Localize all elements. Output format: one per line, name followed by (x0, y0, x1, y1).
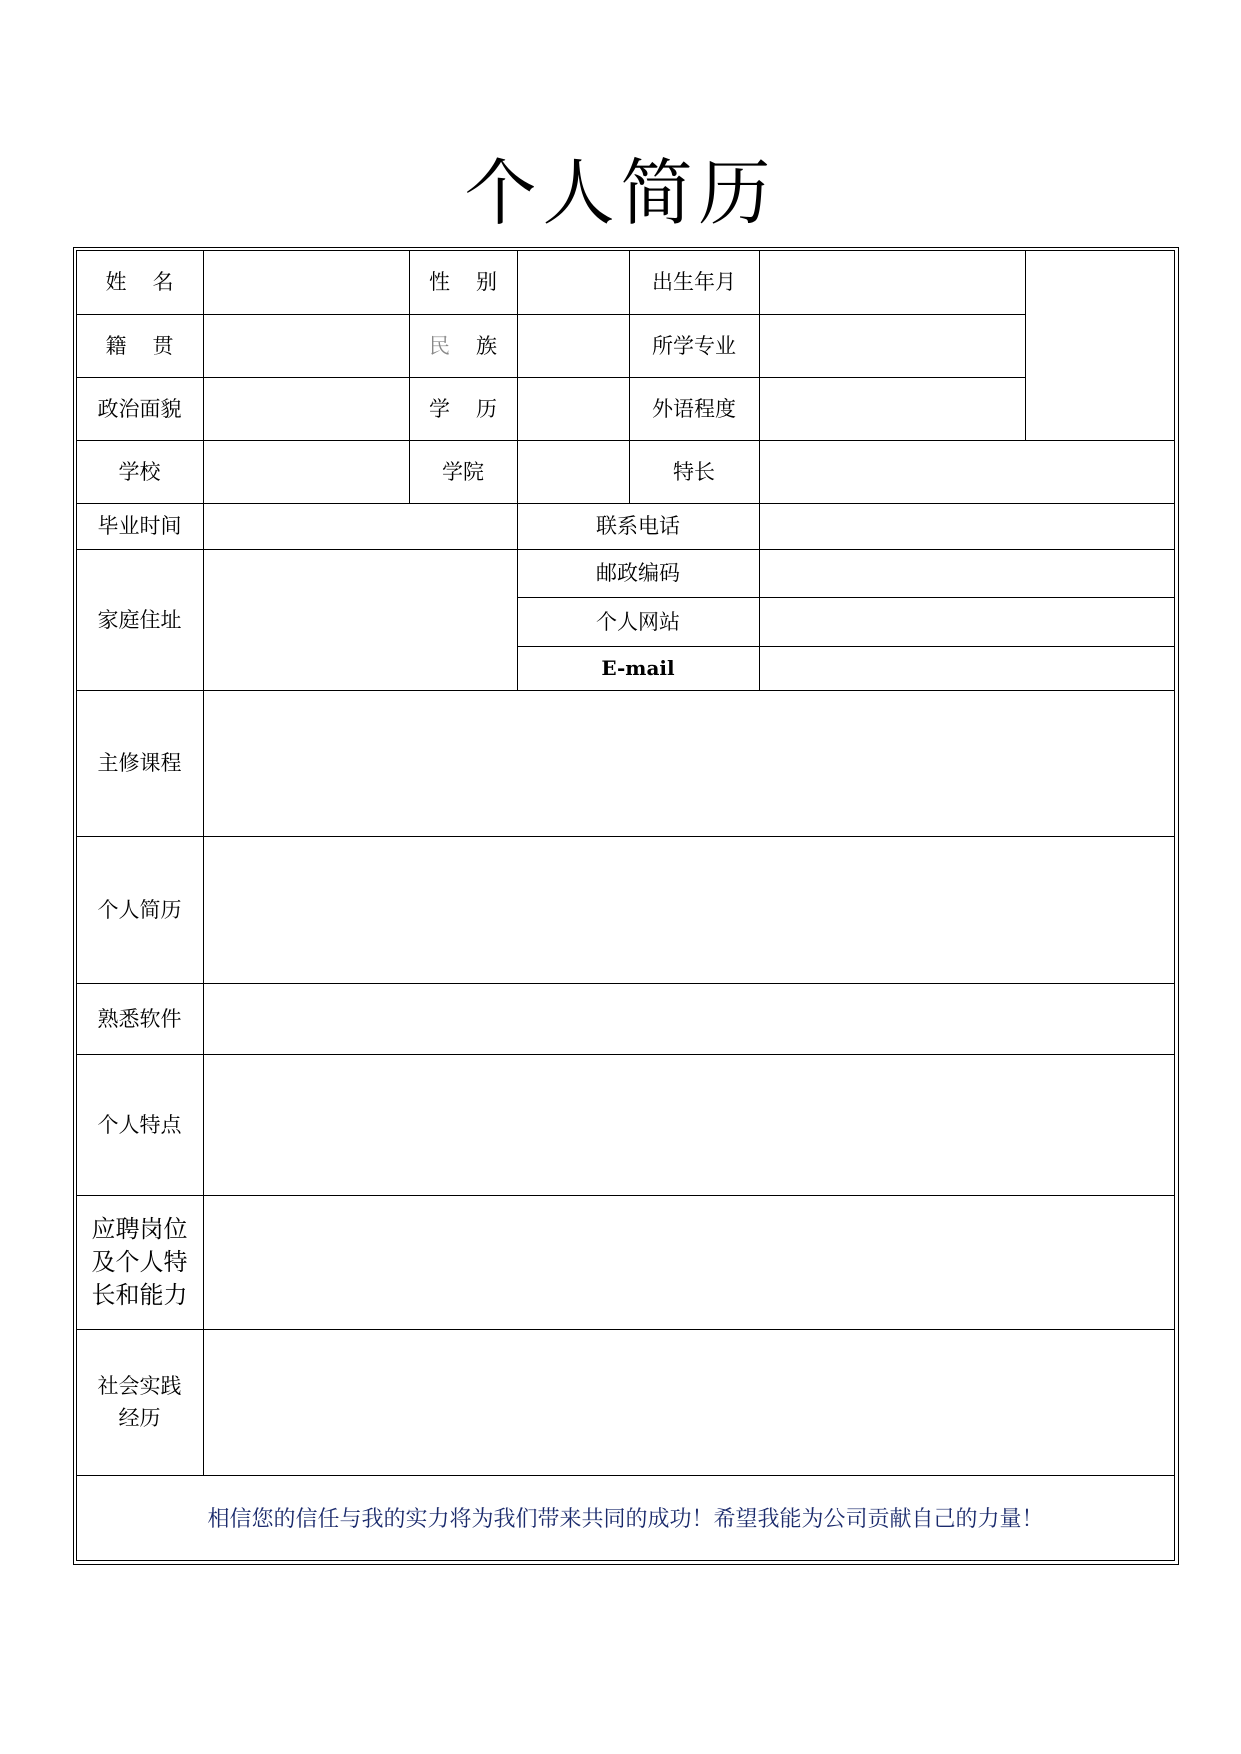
origin-label: 籍 贯 (105, 333, 174, 358)
position-ability-field[interactable] (204, 1196, 1174, 1329)
political-status-label: 政治面貌 (97, 396, 182, 421)
specialty-label: 特长 (673, 459, 715, 484)
position-ability-label-line3: 长和能力 (91, 1280, 188, 1309)
graduation-date-label: 毕业时间 (97, 514, 182, 538)
email-label: E-mail (601, 656, 675, 680)
postcode-label: 邮政编码 (596, 561, 680, 585)
college-field[interactable] (518, 441, 629, 503)
postcode-field[interactable] (760, 550, 1174, 597)
education-field[interactable] (518, 378, 629, 440)
social-practice-label (76, 1329, 203, 1475)
major-label: 所学专业 (652, 333, 736, 358)
address-field[interactable] (204, 550, 517, 690)
phone-label: 联系电话 (596, 514, 680, 538)
website-label: 个人网站 (596, 609, 680, 634)
website-field[interactable] (760, 598, 1174, 646)
language-level-label: 外语程度 (652, 396, 736, 421)
resume-field[interactable] (204, 837, 1174, 983)
ethnicity-label: 民 族 (429, 333, 497, 358)
specialty-field[interactable] (760, 441, 1174, 503)
college-label: 学院 (442, 459, 484, 484)
traits-field[interactable] (204, 1055, 1174, 1195)
software-field[interactable] (204, 984, 1174, 1054)
address-label: 家庭住址 (97, 607, 182, 632)
position-ability-label-line2: 及个人特 (91, 1247, 188, 1276)
resume-label: 个人简历 (97, 897, 182, 922)
email-field[interactable] (760, 647, 1174, 690)
position-ability-label (76, 1195, 203, 1329)
social-practice-field[interactable] (204, 1330, 1174, 1475)
position-ability-label-line1: 应聘岗位 (91, 1214, 188, 1243)
origin-field[interactable] (204, 315, 409, 377)
education-label: 学 历 (429, 396, 497, 421)
phone-field[interactable] (760, 504, 1174, 549)
photo-box[interactable] (1026, 251, 1174, 440)
gender-field[interactable] (518, 251, 629, 314)
gender-label: 性 别 (429, 270, 497, 294)
page-title: 个人简历 (464, 151, 777, 235)
political-status-field[interactable] (204, 378, 409, 440)
social-practice-label-line2: 经历 (118, 1406, 161, 1430)
courses-label: 主修课程 (97, 751, 182, 775)
closing-statement: 相信您的信任与我的实力将为我们带来共同的成功！希望我能为公司贡献自己的力量！ (207, 1507, 1044, 1532)
birth-date-label: 出生年月 (652, 270, 736, 294)
ethnicity-field[interactable] (518, 315, 629, 377)
language-level-field[interactable] (760, 378, 1025, 440)
resume-table (76, 250, 1175, 1561)
social-practice-label-line1: 社会实践 (97, 1374, 182, 1398)
birth-date-field[interactable] (760, 251, 1025, 314)
courses-field[interactable] (204, 691, 1174, 836)
school-label: 学校 (118, 459, 161, 484)
major-field[interactable] (760, 315, 1025, 377)
software-label: 熟悉软件 (97, 1006, 182, 1031)
school-field[interactable] (204, 441, 409, 503)
name-label: 姓 名 (105, 270, 174, 294)
name-field[interactable] (204, 251, 409, 314)
traits-label: 个人特点 (97, 1112, 182, 1137)
graduation-date-field[interactable] (204, 504, 517, 549)
